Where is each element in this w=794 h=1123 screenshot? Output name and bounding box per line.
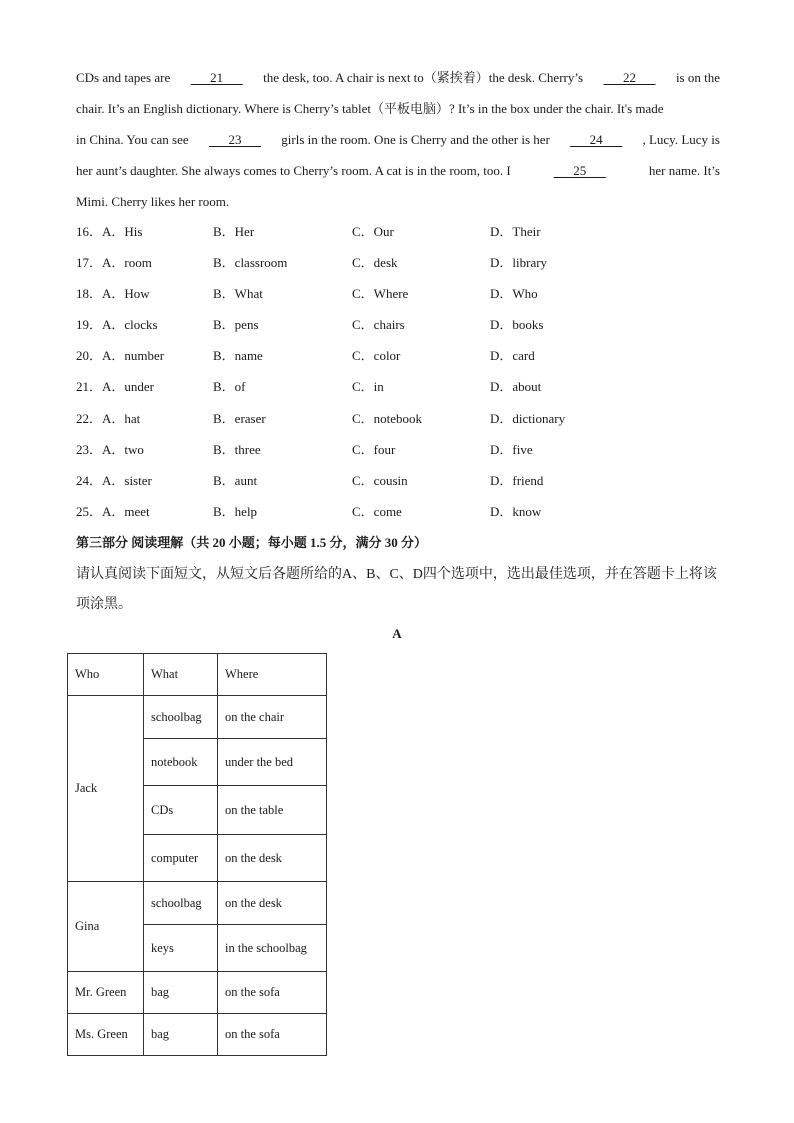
- option-c[interactable]: C．Where: [352, 286, 409, 302]
- question-24: [76, 465, 696, 496]
- option-d[interactable]: D．know: [490, 503, 542, 519]
- table-cell-where: on the desk: [218, 882, 327, 925]
- table-cell-what: notebook: [144, 739, 218, 786]
- option-c[interactable]: C．chairs: [352, 317, 405, 333]
- option-c[interactable]: C．cousin: [352, 472, 408, 488]
- option-d[interactable]: D．card: [490, 348, 535, 364]
- question-20: [76, 340, 696, 371]
- passage-text: chair. It’s an English dictionary. Where is Cherry’s tablet（平板电脑）? It’s in the box under the chair. It's made: [76, 101, 664, 116]
- table-cell-where: in the schoolbag: [218, 925, 327, 972]
- option-b[interactable]: B．pens: [213, 317, 259, 333]
- blank-21: 21: [210, 70, 224, 85]
- blank-25: 25: [573, 163, 587, 178]
- table-cell-who: Ms. Green: [68, 1014, 144, 1056]
- passage-label: A: [392, 626, 402, 641]
- table-cell-where: on the sofa: [218, 972, 327, 1014]
- blank-23: 23: [228, 132, 242, 147]
- table-cell-what: keys: [144, 925, 218, 972]
- passage-text: , Lucy. Lucy is: [642, 132, 720, 147]
- option-d[interactable]: D．Who: [490, 286, 538, 302]
- table-header-row: [68, 654, 327, 696]
- table-cell-what: computer: [144, 835, 218, 882]
- passage-line-3: [76, 124, 720, 155]
- option-c[interactable]: C．in: [352, 379, 384, 395]
- question-23: [76, 434, 696, 465]
- passage-text: her name. It’s: [648, 163, 720, 178]
- table-cell-who: Jack: [68, 696, 144, 882]
- option-b[interactable]: B．aunt: [213, 472, 258, 488]
- passage-text: is on the: [675, 70, 720, 85]
- option-d[interactable]: D．about: [490, 379, 542, 395]
- section-title: 第三部分 阅读理解（共 20 小题；每小题 1.5 分，满分 30 分）: [76, 535, 428, 550]
- question-25: [76, 496, 696, 527]
- option-c[interactable]: C．Our: [352, 224, 394, 239]
- option-c[interactable]: C．color: [352, 348, 401, 364]
- option-b[interactable]: B．eraser: [213, 410, 266, 426]
- passage-text: CDs and tapes are: [76, 70, 171, 85]
- option-d[interactable]: D．dictionary: [490, 410, 566, 426]
- option-a[interactable]: 19．A．clocks: [76, 317, 158, 333]
- option-d[interactable]: D．Their: [490, 224, 541, 239]
- table-header-cell: Who: [68, 654, 144, 696]
- option-b[interactable]: B．classroom: [213, 255, 288, 271]
- question-21: [76, 371, 696, 402]
- option-b[interactable]: B．of: [213, 379, 246, 395]
- passage-line-5: [76, 186, 720, 217]
- option-d[interactable]: D．five: [490, 441, 533, 457]
- passage-text: her aunt’s daughter. She always comes to Cherry’s room. A cat is in the room, too. I: [76, 163, 511, 178]
- table-cell-what: schoolbag: [144, 696, 218, 739]
- blank-24: 24: [589, 132, 603, 147]
- option-b[interactable]: B．three: [213, 441, 261, 457]
- option-d[interactable]: D．books: [490, 317, 544, 333]
- option-a[interactable]: 16．A．His: [76, 224, 143, 239]
- table-cell-what: CDs: [144, 786, 218, 835]
- option-c[interactable]: C．desk: [352, 255, 398, 271]
- table-cell-where: on the sofa: [218, 1014, 327, 1056]
- question-18: [76, 278, 696, 309]
- table-cell-who: Gina: [68, 882, 144, 972]
- table-row: [68, 882, 327, 925]
- info-table: [67, 653, 327, 1056]
- option-a[interactable]: 17．A．room: [76, 255, 152, 271]
- table-row: [68, 1014, 327, 1056]
- cloze-passage: [76, 62, 720, 217]
- option-c[interactable]: C．four: [352, 441, 396, 457]
- option-a[interactable]: 22．A．hat: [76, 410, 141, 426]
- table-cell-what: bag: [144, 1014, 218, 1056]
- option-b[interactable]: B．name: [213, 348, 263, 364]
- option-a[interactable]: 24．A．sister: [76, 472, 152, 488]
- option-a[interactable]: 23．A．two: [76, 441, 144, 457]
- passage-text: girls in the room. One is Cherry and the other is her: [281, 132, 550, 147]
- option-b[interactable]: B．What: [213, 286, 263, 302]
- passage-text: Mimi. Cherry likes her room.: [76, 194, 230, 209]
- passage-line-4: [76, 155, 720, 186]
- option-a[interactable]: 21．A．under: [76, 379, 154, 395]
- option-a[interactable]: 18．A．How: [76, 286, 150, 302]
- table-cell-where: on the table: [218, 786, 327, 835]
- option-d[interactable]: D．library: [490, 255, 548, 271]
- question-22: [76, 403, 696, 434]
- table-cell-where: on the desk: [218, 835, 327, 882]
- passage-text: in China. You can see: [76, 132, 189, 147]
- option-b[interactable]: B．help: [213, 503, 258, 519]
- table-header-cell: Where: [218, 654, 327, 696]
- passage-line-2: [76, 93, 720, 124]
- option-a[interactable]: 25．A．meet: [76, 503, 150, 519]
- option-b[interactable]: B．Her: [213, 224, 255, 239]
- option-d[interactable]: D．friend: [490, 472, 544, 488]
- question-17: [76, 247, 696, 278]
- option-c[interactable]: C．come: [352, 503, 402, 519]
- option-c[interactable]: C．notebook: [352, 410, 423, 426]
- section-instruction: 请认真阅读下面短文，从短文后各题所给的A、B、C、D四个选项中，选出最佳选项，并在答题卡上将该项涂黑。: [76, 567, 717, 612]
- table-header-cell: What: [144, 654, 218, 696]
- question-19: [76, 309, 696, 340]
- table-cell-where: on the chair: [218, 696, 327, 739]
- passage-text: the desk, too. A chair is next to（紧挨着）the desk. Cherry’s: [263, 70, 584, 85]
- option-a[interactable]: 20．A．number: [76, 348, 165, 364]
- blank-22: 22: [622, 70, 636, 85]
- table-cell-what: bag: [144, 972, 218, 1014]
- table-cell-what: schoolbag: [144, 882, 218, 925]
- question-16: [76, 216, 696, 247]
- table-row: [68, 696, 327, 739]
- question-options: [76, 216, 696, 527]
- passage-line-1: [76, 62, 720, 93]
- table-cell-where: under the bed: [218, 739, 327, 786]
- table-cell-who: Mr. Green: [68, 972, 144, 1014]
- table-row: [68, 972, 327, 1014]
